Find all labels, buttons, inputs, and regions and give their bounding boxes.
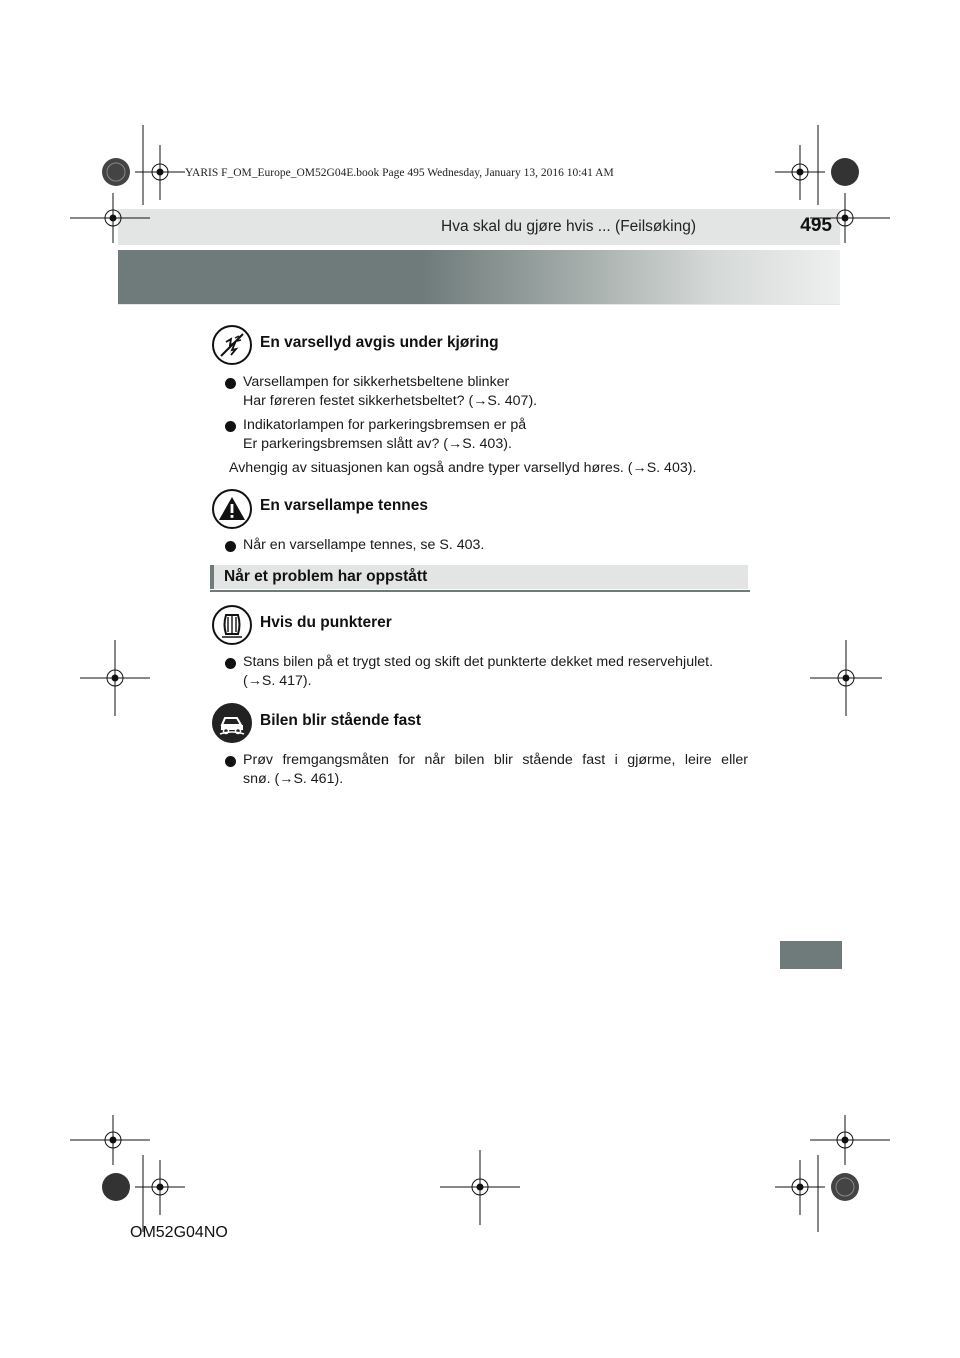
registration-target xyxy=(80,640,150,716)
document-code: OM52G04NO xyxy=(130,1224,228,1241)
bullet-line: (→S. 417). xyxy=(243,673,312,689)
print-file-info: YARIS F_OM_Europe_OM52G04E.book Page 495 Wednesday, January 13, 2016 10:41 AM xyxy=(185,167,614,179)
section-heading-stuck: Bilen blir stående fast xyxy=(260,712,422,729)
section-heading-warning-light: En varsellampe tennes xyxy=(260,497,428,514)
starburst-target xyxy=(102,1173,130,1201)
bullet-line: snø. (→S. 461). xyxy=(243,771,344,787)
registration-target xyxy=(88,1115,138,1165)
starburst-target xyxy=(102,158,130,186)
registration-target xyxy=(440,1150,520,1225)
section-heading-flat-tire: Hvis du punkterer xyxy=(260,614,392,631)
note-text: Avhengig av situasjonen kan også andre typer varsellyd høres. (→S. 403). xyxy=(229,460,697,476)
chapter-title: Hva skal du gjøre hvis ... (Feilsøking) xyxy=(441,218,696,235)
starburst-target xyxy=(831,1173,859,1201)
bullet-line: Indikatorlampen for parkeringsbremsen er på xyxy=(243,417,527,433)
starburst-target xyxy=(831,158,859,186)
list-item: Når en varsellampe tennes, se S. 403. xyxy=(243,537,485,553)
bullet-line: Varsellampen for sikkerhetsbeltene blinker xyxy=(243,374,510,390)
page-number: 495 xyxy=(800,215,832,236)
bullet-line: Stans bilen på et trygt sted og skift det punkterte dekket med reservehjulet. xyxy=(243,654,714,670)
registration-target xyxy=(820,1115,870,1165)
subsection-heading: Når et problem har oppstått xyxy=(224,568,428,585)
bullet-line: Er parkeringsbremsen slått av? (→S. 403). xyxy=(243,436,512,452)
registration-target xyxy=(88,193,138,243)
bullet-line: Har føreren festet sikkerhetsbeltet? (→S. 407). xyxy=(243,393,538,409)
bullet-line: Prøv fremgangsmåten for når bilen blir stående fast i gjørme, leire eller xyxy=(243,752,748,768)
registration-target xyxy=(820,193,870,243)
registration-target xyxy=(810,640,882,716)
section-heading-warning-sound: En varsellyd avgis under kjøring xyxy=(260,334,499,351)
